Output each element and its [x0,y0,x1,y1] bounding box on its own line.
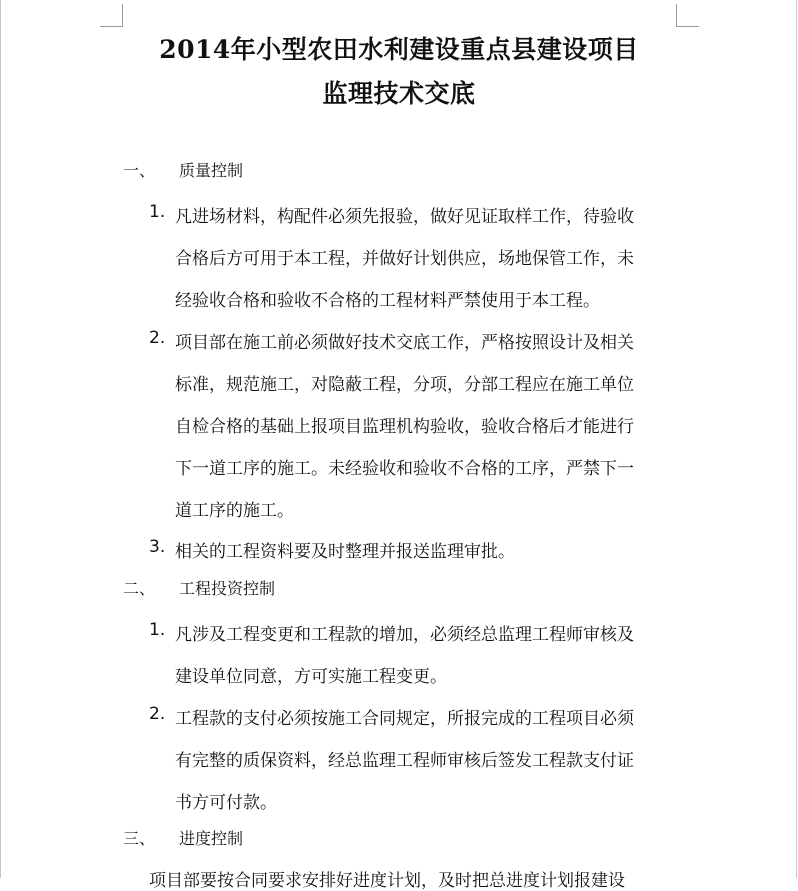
list-item-line: 书方可付款。 [175,793,277,813]
margin-corner-mark-right [676,4,699,27]
page-left-edge [0,0,1,878]
list-marker: 1. [149,202,166,222]
page-right-edge [796,0,797,878]
section-number: 一、 [123,161,156,180]
section-title: 进度控制 [179,829,244,848]
list-item-line: 相关的工程资料要及时整理并报送监理审批。 [175,542,515,562]
list-marker: 2. [149,328,166,348]
section-title: 工程投资控制 [179,579,276,598]
list-item-line: 经验收合格和验收不合格的工程材料严禁使用于本工程。 [175,291,600,311]
list-item-line: 标准，规范施工，对隐蔽工程，分项，分部工程应在施工单位 [175,375,634,395]
list-item-line: 凡进场材料，构配件必须先报验，做好见证取样工作，待验收 [175,207,634,227]
list-item-line: 道工序的施工。 [175,501,294,521]
list-marker: 2. [149,704,166,724]
margin-corner-mark-left [100,4,123,27]
list-item-line: 建设单位同意，方可实施工程变更。 [175,667,447,687]
document-title-line-1: 2014年小型农田水利建设重点县建设项目 [159,35,639,64]
section-heading-investment-control [123,579,275,599]
section-number: 二、 [123,579,156,598]
paragraph-text: 项目部要按合同要求安排好进度计划，及时把总进度计划报建设 [149,871,625,891]
document-title-line-2: 监理技术交底 [322,79,476,108]
list-item-line: 有完整的质保资料，经总监理工程师审核后签发工程款支付证 [175,751,634,771]
section-number: 三、 [123,829,156,848]
list-marker: 3. [149,537,166,557]
list-item-line: 凡涉及工程变更和工程款的增加，必须经总监理工程师审核及 [175,625,634,645]
list-item-line: 项目部在施工前必须做好技术交底工作，严格按照设计及相关 [175,333,634,353]
list-item-line: 下一道工序的施工。未经验收和验收不合格的工序，严禁下一 [175,459,634,479]
section-heading-schedule-control [123,829,243,849]
list-item-line: 合格后方可用于本工程，并做好计划供应，场地保管工作，未 [175,249,634,269]
list-marker: 1. [149,620,166,640]
section-title: 质量控制 [179,161,244,180]
section-heading-quality-control [123,161,243,181]
list-item-line: 自检合格的基础上报项目监理机构验收，验收合格后才能进行 [175,417,634,437]
list-item-line: 工程款的支付必须按施工合同规定，所报完成的工程项目必须 [175,709,634,729]
